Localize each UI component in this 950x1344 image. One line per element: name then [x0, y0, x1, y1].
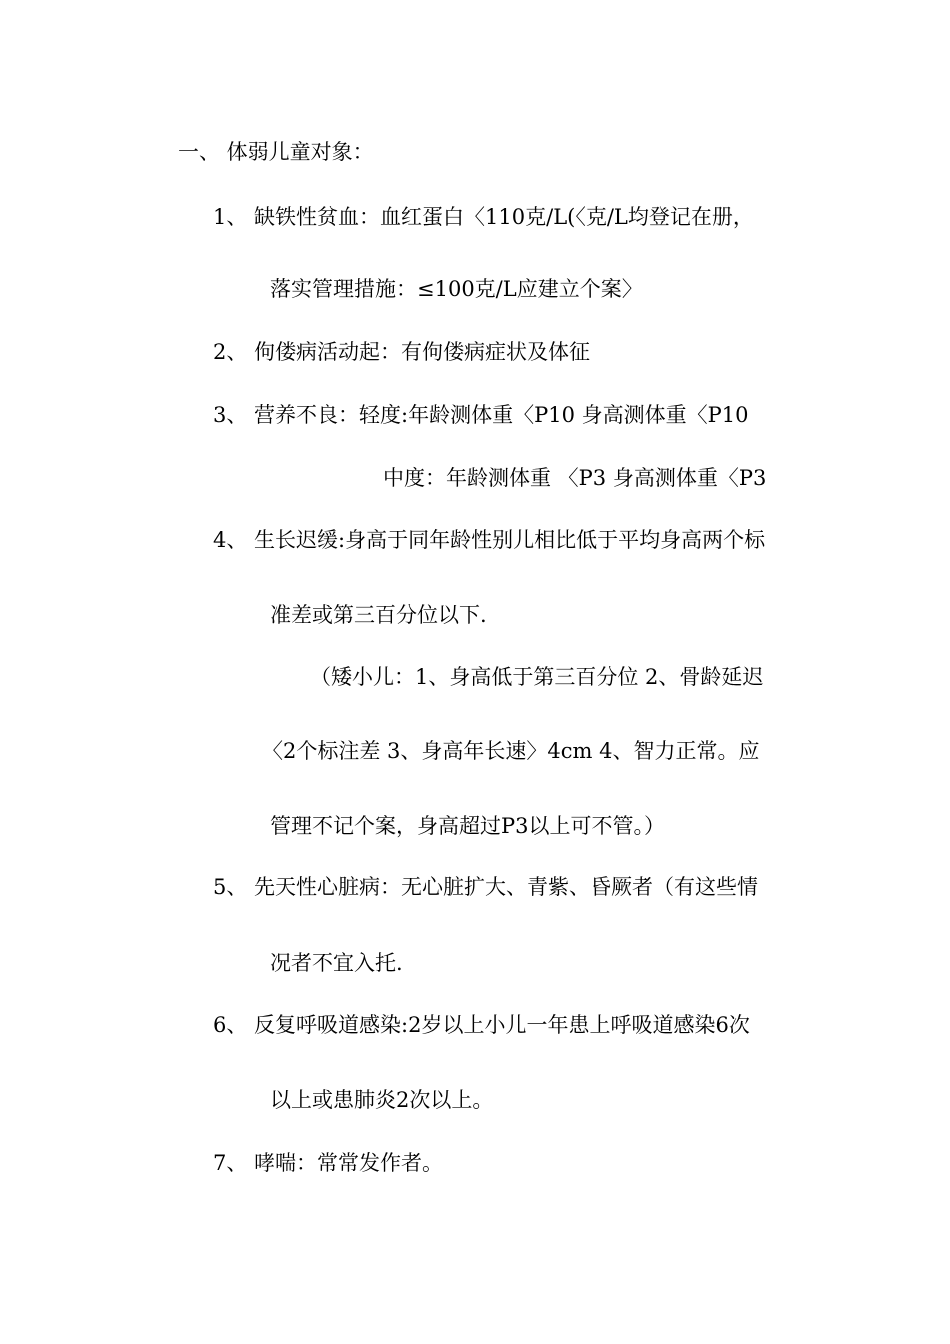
list-item-4-note-end: 管理不记个案，身高超过P3以上可不管。）	[270, 814, 665, 838]
list-item-2: 2、 佝偻病活动起：有佝偻病症状及体征	[213, 340, 591, 364]
list-item-7: 7、 哮喘：常常发作者。	[213, 1151, 444, 1175]
list-item-6-continuation: 以上或患肺炎2次以上。	[270, 1088, 494, 1112]
list-item-4: 4、 生长迟缓:身高于同年龄性别儿相比低于平均身高两个标	[213, 528, 766, 552]
list-item-5: 5、 先天性心脏病：无心脏扩大、青紫、昏厥者（有这些情	[213, 875, 759, 899]
list-item-3-continuation: 中度：年龄测体重 〈P3 身高测体重〈P3	[383, 466, 767, 490]
section-heading: 一、 体弱儿童对象：	[178, 140, 374, 164]
list-item-1: 1、 缺铁性贫血：血红蛋白〈110克/L(〈克/L均登记在册，	[213, 205, 754, 229]
list-item-4-note-continuation: 〈2个标注差 3、身高年长速〉4cm 4、智力正常。应	[262, 739, 760, 763]
list-item-6: 6、 反复呼吸道感染:2岁以上小儿一年患上呼吸道感染6次	[213, 1013, 750, 1037]
list-item-4-continuation: 准差或第三百分位以下.	[270, 603, 487, 627]
list-item-1-continuation: 落实管理措施：≤100克/L应建立个案〉	[270, 277, 643, 301]
list-item-5-continuation: 况者不宜入托.	[270, 951, 403, 975]
list-item-3: 3、 营养不良：轻度:年龄测体重〈P10 身高测体重〈P10	[213, 403, 749, 427]
list-item-4-note: （矮小儿：1、身高低于第三百分位 2、骨龄延迟	[310, 665, 764, 689]
